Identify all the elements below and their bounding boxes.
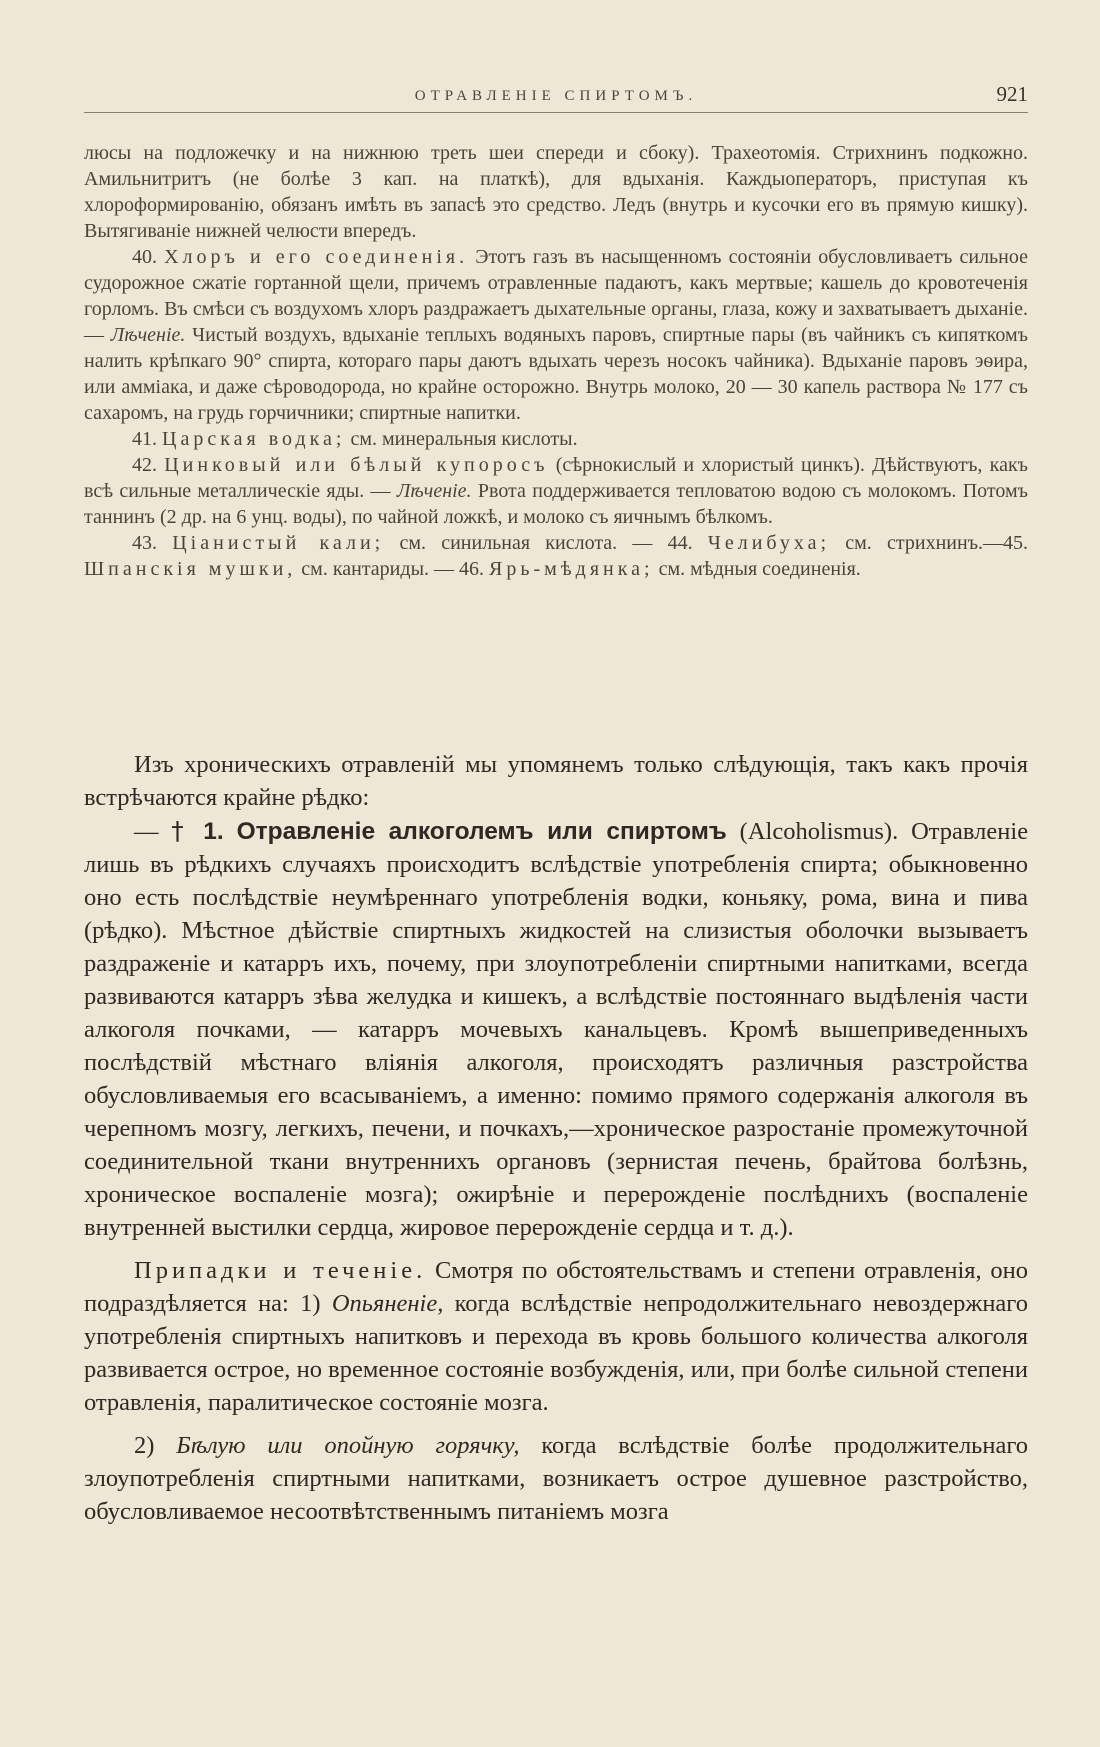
- term-italic: Бѣлую или опойную горячку,: [176, 1432, 520, 1459]
- paragraph-text: люсы на подложечку и на нижнюю треть шеи спереди и сбоку). Трахеотомія. Стрихнинъ подкожно. Амильнитритъ (не болѣе 3 кап. на платкѣ), для вдыханія. Каждыоператоръ, приступая къ хлороформированію, обязанъ имѣть въ запасѣ это средство. Ледъ (внутрь и кусочки его въ прямую кишку). Вытягиваніе нижней челюсти впередъ.: [84, 142, 1028, 242]
- paragraph-text: см. кантариды. — 46.: [301, 558, 485, 580]
- page-number: 921: [996, 82, 1028, 106]
- paragraph-intro: [84, 748, 1028, 814]
- paragraph-delirium: [84, 1429, 1028, 1528]
- paragraph-continuation: [84, 140, 1028, 244]
- paragraph-text: см. мѣдныя соединенія.: [658, 558, 861, 580]
- paragraph-item-40: [84, 244, 1028, 426]
- subsection-heading: Припадки и теченіе.: [134, 1257, 427, 1284]
- main-text-section: [84, 748, 1028, 1528]
- item-number: 41.: [132, 428, 157, 450]
- item-heading: Челибуха;: [707, 532, 831, 554]
- paragraph-symptoms: [84, 1254, 1028, 1419]
- item-heading: Цинковый или бѣлый купоросъ: [164, 454, 549, 476]
- dash-mark: —: [134, 818, 159, 845]
- paragraph-text: Этотъ газъ въ насыщенномъ состояніи обусловливаетъ сильное судорожное сжатіе гортанной щели, причемъ отравленные падаютъ, какъ мертвые; кашель до кровотеченія горломъ. Въ смѣси съ воздухомъ хлоръ раздражаетъ дыхательные органы, глаза, кожу и захватываетъ дыханіе.—: [84, 246, 1029, 346]
- paragraph-text: см. стрихнинъ.—45.: [845, 532, 1029, 554]
- paragraph-text: когда вслѣдствіе непродолжительнаго невоздержнаго употребленія спиртныхъ напитковъ и перехода въ кровь большого количества алкоголя развивается острое, но временное состояніе возбужденія, или, при болѣе сильной степени отравленія, паралитическое состояніе мозга.: [84, 1290, 1028, 1416]
- paragraph-text: Чистый воздухъ, вдыханіе теплыхъ водяныхъ паровъ, спиртные пары (въ чайникъ съ кипяткомъ налить крѣпкаго 90° спирта, котораго пары даютъ вдыхать черезъ носокъ чайника). Вдыханіе паровъ эѳира, или амміака, и даже сѣроводорода, но крайне осторожно. Внутрь молоко, 20 — 30 капель раствора № 177 съ сахаромъ, на грудь горчичники; спиртные напитки.: [84, 324, 1029, 424]
- paragraph-text: Изъ хроническихъ отравленій мы упомянемъ только слѣдующія, такъ какъ прочія встрѣчаются крайне рѣдко:: [84, 751, 1028, 811]
- paragraph-text: когда вслѣдствіе болѣе продолжительнаго злоупотребленія спиртными напитками, возникаетъ острое душевное разстройство, обусловливаемое несоотвѣтственнымъ питаніемъ мозга: [84, 1432, 1029, 1525]
- item-number: 40.: [132, 246, 157, 268]
- term-italic: Опьяненіе,: [331, 1290, 444, 1317]
- dagger-icon: †: [171, 816, 191, 845]
- paragraph-text: Отравленіе лишь въ рѣдкихъ случаяхъ происходитъ вслѣдствіе употребленія спирта; обыкновенно оно есть послѣдствіе неумѣреннаго употребленія водки, коньяку, рома, вина и пива (рѣдко). Мѣстное дѣйствіе спиртныхъ жидкостей на слизистыя оболочки вызываетъ раздраженіе и катарръ ихъ, почему, при злоупотребленіи спиртными напитками, всегда развиваются катарръ зѣва желудка и кишекъ, а вслѣдствіе постояннаго выдѣленія части алкоголя почками, — катарръ мочевыхъ канальцевъ. Кромѣ вышеприведенныхъ послѣдствій мѣстнаго вліянія алкоголя, происходятъ различныя разстройства обусловливаемыя его всасываніемъ, а именно: помимо прямого содержанія алкоголя въ черепномъ мозгу, легкихъ, печени, и почкахъ,—хроническое разростаніе промежуточной соединительной ткани внутреннихъ органовъ (зернистая печень, брайтова болѣзнь, хроническое воспаленіе мозга); ожирѣніе и перерожденіе послѣднихъ (воспаленіе внутренней выстилки сердца, жировое перерожденіе сердца и т. д.).: [84, 818, 1029, 1241]
- item-heading: Хлоръ и его соединенія.: [164, 246, 469, 268]
- running-title: ОТРАВЛЕНІЕ СПИРТОМЪ.: [414, 88, 698, 104]
- paragraph-item-43-46: [84, 530, 1028, 582]
- paragraph-text: Рвота поддерживается тепловатою водою съ молокомъ. Потомъ таннинъ (2 др. на 6 унц. воды), по чайной ложкѣ, и молоко съ яичнымъ бѣлкомъ.: [84, 480, 1029, 528]
- paragraph-text: см. синильная кислота. — 44.: [399, 532, 693, 554]
- item-heading: Царская водка;: [162, 428, 346, 450]
- item-heading: Шпанскія мушки,: [84, 558, 297, 580]
- running-header: [84, 82, 1028, 113]
- small-print-section: [84, 140, 1028, 582]
- paragraph-text: см. минеральныя кислоты.: [350, 428, 578, 450]
- item-number: 42.: [132, 454, 157, 476]
- section-alcoholism: [84, 814, 1028, 1244]
- paragraph-item-41: [84, 426, 1028, 452]
- treatment-label: Лѣченіе.: [110, 324, 186, 346]
- item-number: 43.: [132, 532, 157, 554]
- paragraph-text: (сѣрнокислый и хлористый цинкъ). Дѣйствуютъ, какъ всѣ сильные металлическіе яды. —: [84, 454, 1029, 502]
- item-heading: Ціанистый кали;: [172, 532, 385, 554]
- section-latin-name: (Alcoholismus).: [739, 818, 899, 845]
- item-heading: Ярь-мѣдянка;: [489, 558, 654, 580]
- treatment-label: Лѣченіе.: [396, 480, 472, 502]
- paragraph-item-42: [84, 452, 1028, 530]
- paragraph-text: Смотря по обстоятельствамъ и степени отравленія, оно подраздѣляется на: 1): [84, 1257, 1029, 1317]
- item-number: 2): [134, 1432, 155, 1459]
- section-title: Отравленіе алкоголемъ или спиртомъ: [236, 818, 727, 845]
- section-number: 1.: [203, 818, 224, 845]
